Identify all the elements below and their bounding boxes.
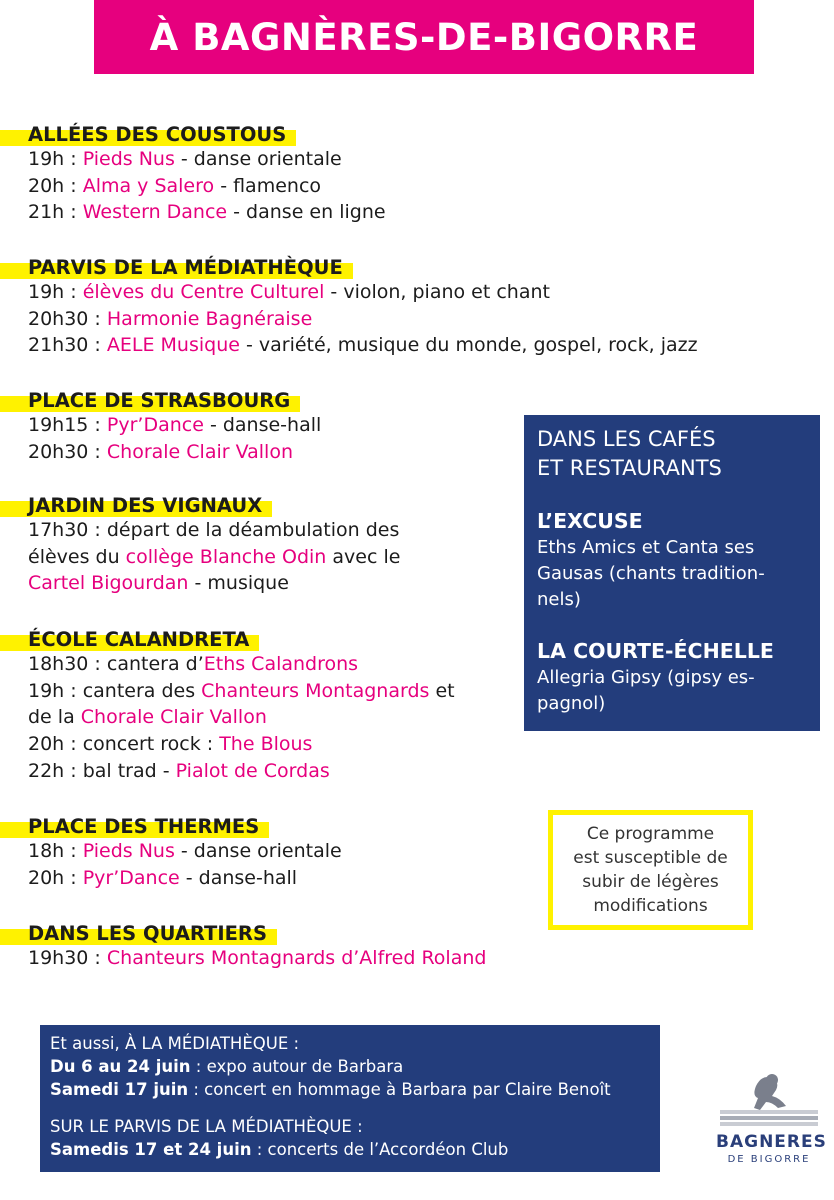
performer-name: collège Blanche Odin — [125, 545, 327, 568]
line-text: - variété, musique du monde, gospel, rock, jazz — [239, 334, 698, 357]
line-text: 19h30 : — [28, 947, 107, 969]
aussi-line-3 — [50, 1078, 660, 1101]
performer-name: Eths Calandrons — [203, 653, 359, 675]
program-line — [0, 945, 486, 972]
cafes-heading-line-2: ET RESTAURANTS — [537, 456, 722, 480]
program-line — [0, 731, 455, 758]
performer-name: Cartel Bigourdan — [28, 572, 189, 595]
line-text: 20h30 : — [28, 440, 107, 463]
line-text: 20h30 : — [28, 307, 107, 330]
line-text: 21h : — [28, 201, 83, 224]
section-heading: ÉCOLE CALANDRETA — [0, 627, 259, 651]
program-section — [0, 814, 342, 891]
line-text: 19h : cantera des — [28, 679, 202, 702]
aussi-date: Samedis 17 et 24 juin — [50, 1140, 252, 1159]
performer-name: Harmonie Bagnéraise — [106, 307, 313, 330]
program-line — [0, 306, 698, 333]
program-line — [0, 758, 455, 785]
line-text: - danse orientale — [174, 840, 342, 862]
program-line — [0, 544, 400, 571]
program-line — [0, 838, 342, 865]
program-section — [0, 122, 386, 226]
notice-line: Ce programme — [586, 824, 715, 844]
program-line — [0, 651, 455, 678]
program-line — [0, 678, 455, 705]
aussi-text: : expo autour de Barbara — [190, 1057, 404, 1076]
program-line — [0, 570, 400, 597]
program-line — [0, 412, 321, 439]
program-line — [0, 865, 342, 892]
performer-name: The Blous — [219, 733, 313, 756]
also-mediatheque-box — [40, 1025, 660, 1172]
bagneres-logo — [716, 1066, 827, 1166]
performer-name: Pialot de Cordas — [175, 759, 330, 782]
program-line — [0, 146, 386, 173]
aussi-line-4: SUR LE PARVIS DE LA MÉDIATHÈQUE : — [50, 1117, 363, 1136]
venue-name: L’EXCUSE — [537, 509, 643, 533]
line-text: - danse-hall — [203, 414, 322, 436]
performer-name: Pieds Nus — [82, 840, 175, 862]
program-section — [0, 921, 486, 972]
line-text: - violon, piano et chant — [324, 281, 550, 303]
line-text: - flamenco — [214, 174, 322, 197]
line-text: 19h15 : — [28, 414, 107, 436]
program-line — [0, 439, 321, 466]
performer-name: Pieds Nus — [82, 148, 175, 170]
aussi-line-2 — [50, 1055, 660, 1078]
venue-line: Eths Amics et Canta ses — [537, 537, 755, 558]
performer-name: Chanteurs Montagnards d’Alfred Roland — [106, 947, 487, 969]
program-line — [0, 517, 400, 544]
program-line — [0, 279, 698, 306]
venue-name: LA COURTE-ÉCHELLE — [537, 639, 774, 663]
notice-line: est susceptible de — [573, 848, 728, 868]
program-section — [0, 627, 455, 785]
performer-name: AELE Musique — [106, 334, 240, 357]
logo-subtext: DE BIGORRE — [727, 1154, 811, 1165]
venue-line: nels) — [537, 589, 581, 610]
section-heading: DANS LES QUARTIERS — [0, 921, 277, 945]
line-text: 21h30 : — [28, 334, 107, 357]
line-text: 18h30 : cantera d’ — [28, 653, 204, 675]
cafes-heading-line-1: DANS LES CAFÉS — [537, 427, 716, 451]
line-text: et — [429, 679, 455, 702]
program-line — [0, 173, 386, 200]
section-heading: PLACE DE STRASBOURG — [0, 388, 300, 412]
program-section — [0, 493, 400, 597]
title-banner — [94, 0, 754, 74]
page-title: À BAGNÈRES-DE-BIGORRE — [149, 15, 699, 59]
line-text: - musique — [188, 572, 289, 595]
performer-name: élèves du Centre Culturel — [82, 281, 325, 303]
line-text: 20h : concert rock : — [28, 733, 220, 756]
program-line — [0, 704, 455, 731]
line-text: 19h : — [28, 281, 83, 303]
notice-box — [548, 810, 753, 930]
line-text: 20h : — [28, 174, 83, 197]
performer-name: Chorale Clair Vallon — [106, 440, 293, 463]
performer-name: Chanteurs Montagnards — [201, 679, 430, 702]
aussi-date: Samedi 17 juin — [50, 1080, 189, 1099]
line-text: - danse en ligne — [227, 201, 386, 224]
line-text: 18h : — [28, 840, 83, 862]
cafes-restaurants-box — [524, 415, 820, 731]
section-heading: JARDIN DES VIGNAUX — [0, 493, 272, 517]
program-section — [0, 255, 698, 359]
aussi-line-1: Et aussi, À LA MÉDIATHÈQUE : — [50, 1034, 300, 1053]
line-text: 22h : bal trad - — [28, 759, 176, 782]
program-section — [0, 388, 321, 465]
performer-name: Chorale Clair Vallon — [80, 706, 267, 729]
venue-line: Allegria Gipsy (gipsy es- — [537, 667, 755, 688]
section-heading: ALLÉES DES COUSTOUS — [0, 122, 296, 146]
performer-name: Western Dance — [82, 201, 228, 224]
line-text: 20h : — [28, 866, 83, 889]
aussi-date: Du 6 au 24 juin — [50, 1057, 191, 1076]
bather-figure-icon — [716, 1066, 822, 1130]
venue-line: Gausas (chants tradition- — [537, 563, 765, 584]
line-text: - danse orientale — [174, 148, 342, 170]
performer-name: Pyr’Dance — [106, 414, 204, 436]
aussi-line-5 — [50, 1138, 660, 1161]
program-line — [0, 199, 386, 226]
section-heading: PARVIS DE LA MÉDIATHÈQUE — [0, 255, 353, 279]
aussi-text: : concert en hommage à Barbara par Claire Benoît — [188, 1080, 611, 1099]
logo-text: BAGNERES — [716, 1132, 827, 1152]
section-heading: PLACE DES THERMES — [0, 814, 269, 838]
line-text: avec le — [326, 545, 401, 568]
line-text: élèves du — [28, 545, 126, 568]
line-text: de la — [28, 706, 81, 729]
line-text: 17h30 : départ de la déambulation des — [28, 519, 400, 541]
aussi-spacer — [50, 1101, 660, 1115]
performer-name: Alma y Salero — [82, 174, 215, 197]
performer-name: Pyr’Dance — [82, 866, 180, 889]
notice-line: subir de légères — [582, 872, 719, 892]
program-line — [0, 332, 698, 359]
aussi-text: : concerts de l’Accordéon Club — [251, 1140, 509, 1159]
line-text: - danse-hall — [179, 866, 298, 889]
venue-line: pagnol) — [537, 693, 606, 714]
notice-line: modifications — [593, 896, 708, 916]
line-text: 19h : — [28, 148, 83, 170]
